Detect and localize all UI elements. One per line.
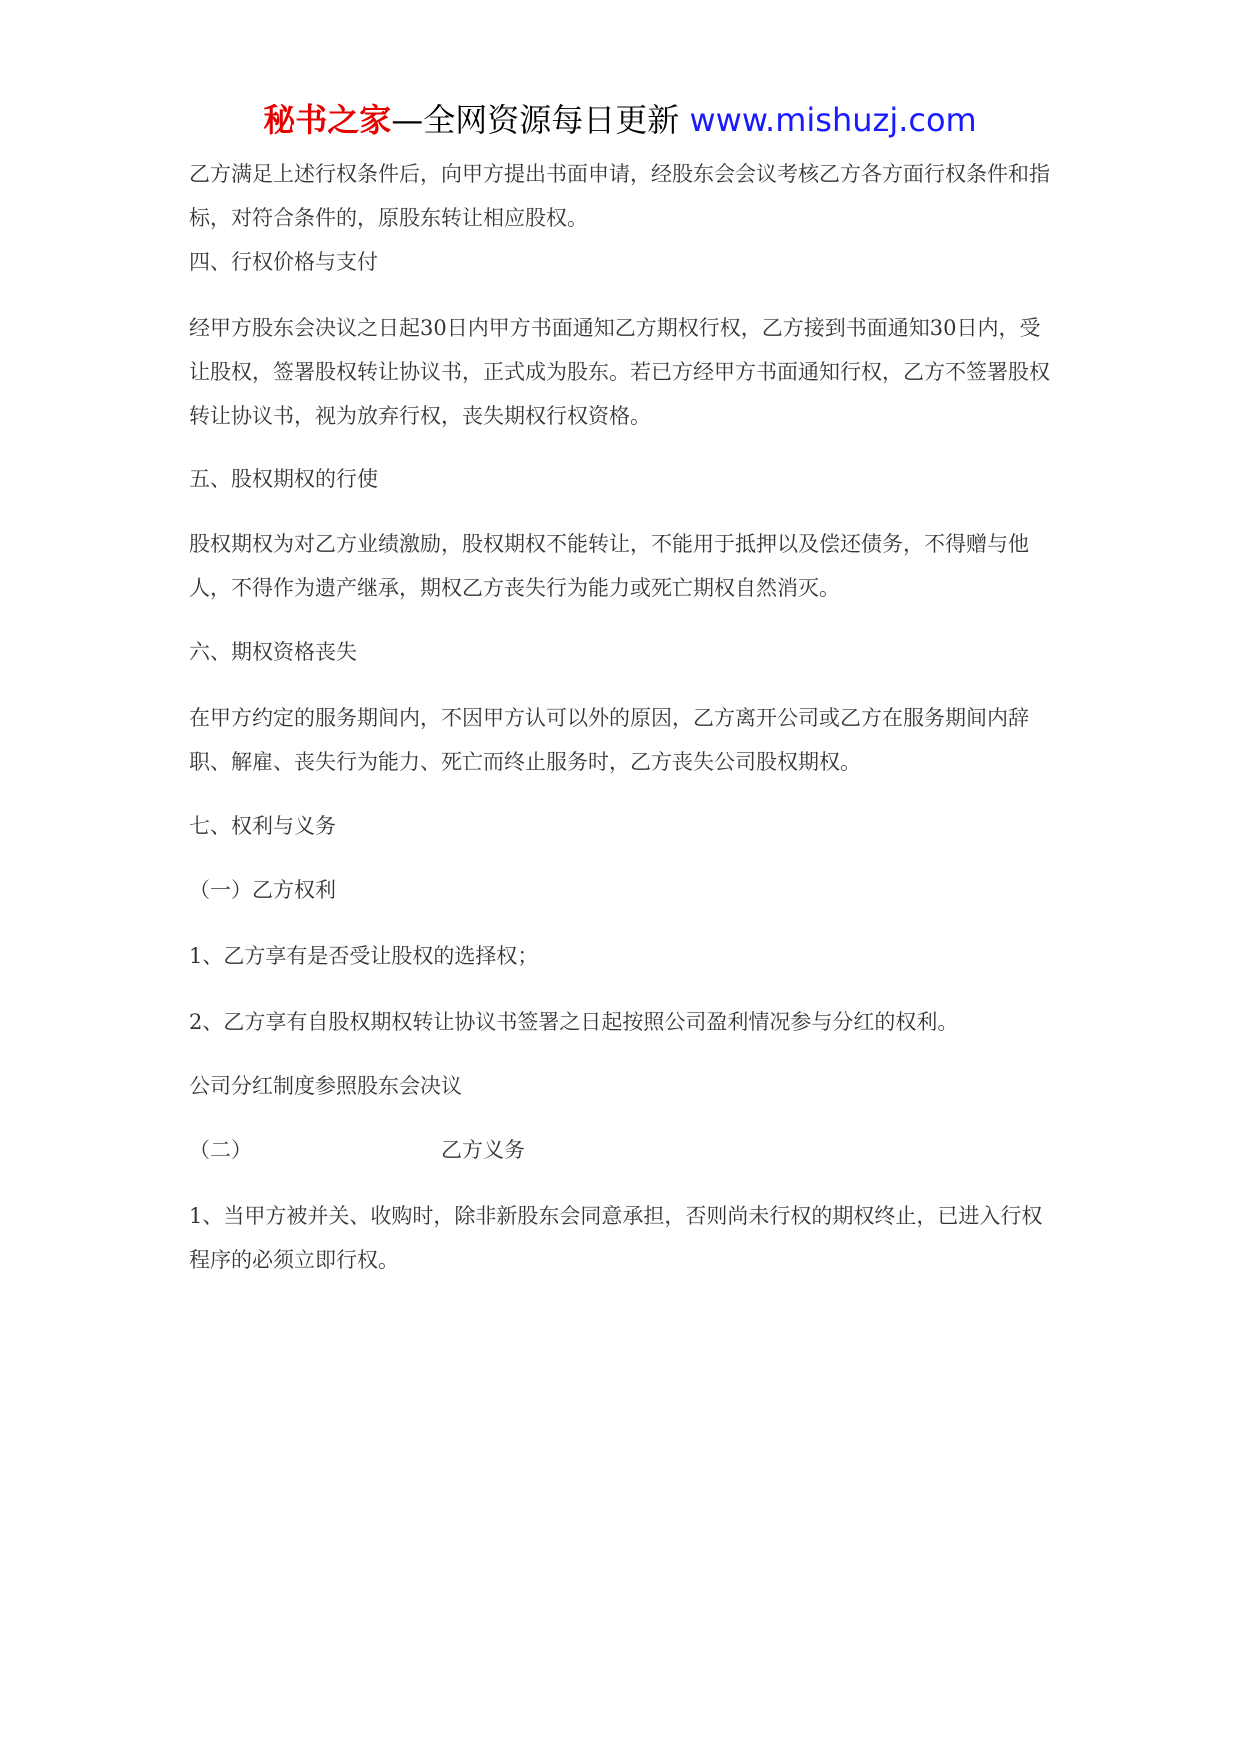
subsection-rights-heading: （一）乙方权利: [189, 878, 336, 902]
dividend-note: 公司分红制度参照股东会决议: [189, 1074, 462, 1098]
rights-item-2: 2、乙方享有自股权期权转让协议书签署之日起按照公司盈利情况参与分红的权利。: [189, 1010, 959, 1034]
subsection-obligations-title: 乙方义务: [441, 1138, 525, 1162]
site-url-link[interactable]: www.mishuzj.com: [689, 101, 977, 139]
section-heading-6: 六、期权资格丧失: [189, 640, 357, 664]
paragraph-qualification-loss: 在甲方约定的服务期间内，不因甲方认可以外的原因，乙方离开公司或乙方在服务期间内辞职、解雇、丧失行为能力、死亡而终止服务时，乙方丧失公司股权期权。: [189, 706, 1029, 774]
site-banner: [0, 100, 1240, 140]
section-heading-5: 五、股权期权的行使: [189, 467, 378, 491]
section-heading-7: 七、权利与义务: [189, 814, 336, 838]
banner-slogan: —全网资源每日更新: [391, 101, 680, 139]
section-heading-4: 四、行权价格与支付: [189, 250, 378, 274]
obligations-item-1: 1、当甲方被并关、收购时，除非新股东会同意承担，否则尚未行权的期权终止，已进入行权程序的必须立即行权。: [189, 1204, 1043, 1272]
paragraph-price-payment: 经甲方股东会决议之日起30日内甲方书面通知乙方期权行权，乙方接到书面通知30日内，受让股权，签署股权转让协议书，正式成为股东。若已方经甲方书面通知行权，乙方不签署股权转让协议书，视为放弃行权，丧失期权行权资格。: [189, 316, 1050, 428]
subsection-obligations-number: （二）: [189, 1138, 252, 1162]
paragraph-option-exercise: 股权期权为对乙方业绩激励，股权期权不能转让，不能用于抵押以及偿还债务，不得赠与他人，不得作为遗产继承，期权乙方丧失行为能力或死亡期权自然消灭。: [189, 532, 1029, 600]
rights-item-1: 1、乙方享有是否受让股权的选择权；: [189, 944, 539, 968]
paragraph-exercise-application: 乙方满足上述行权条件后，向甲方提出书面申请，经股东会会议考核乙方各方面行权条件和指标，对符合条件的，原股东转让相应股权。: [189, 162, 1050, 230]
brand-name: 秘书之家: [263, 101, 392, 139]
